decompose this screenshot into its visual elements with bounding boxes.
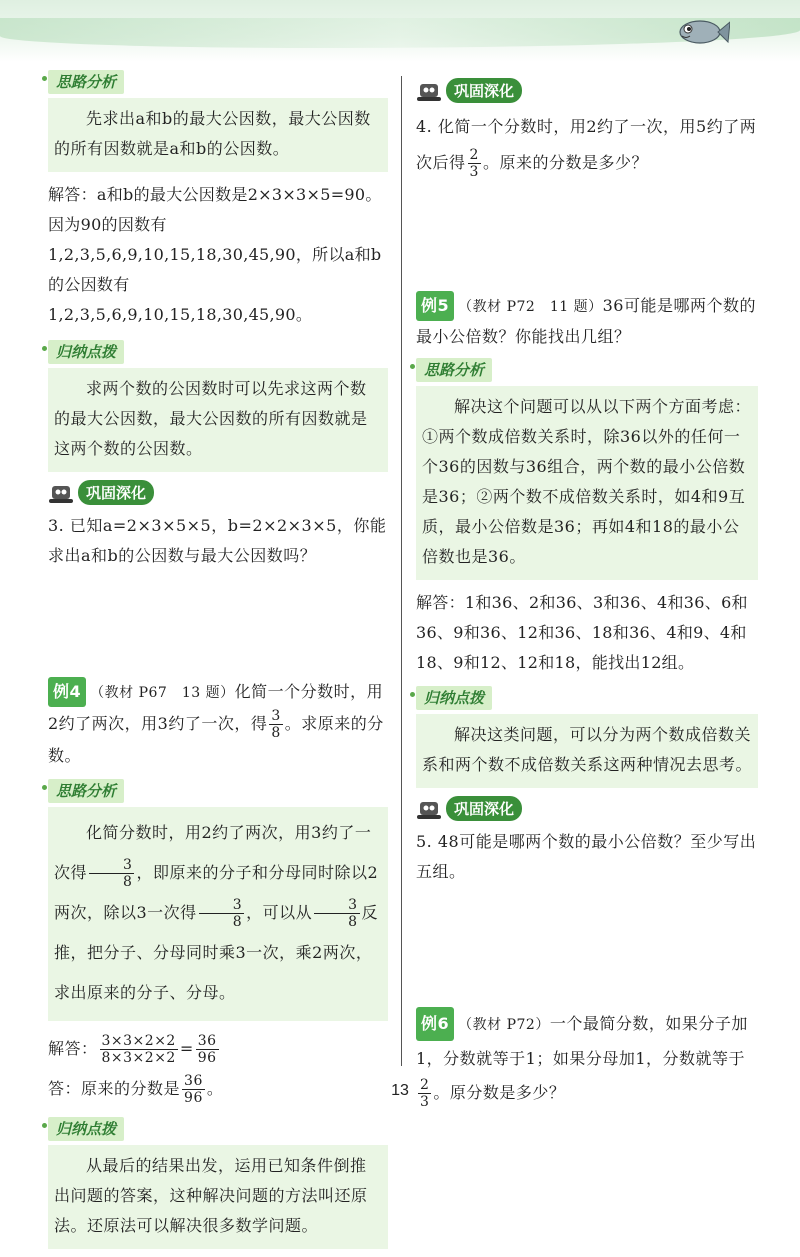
solution-5: 解答：1和36、2和36、3和36、4和36、6和36、9和36、12和36、18和36、4和9、4和18、9和12、12和18，能找出12组。 <box>416 593 748 672</box>
fraction-calc: $\frac{3\times 3\times 2\times 2}{8\times 3\times 2\times 2}$ <box>101 1033 176 1066</box>
fish-icon <box>674 14 730 48</box>
guina-text-5: 解决这类问题，可以分为两个数成倍数关系和两个数不成倍数关系这两种情况去思考。 <box>422 725 753 774</box>
silu-box-5 <box>416 386 758 580</box>
example-4 <box>48 677 388 771</box>
guina-box-5 <box>416 714 758 788</box>
jieda-label: 解答： <box>48 185 97 204</box>
silu-box-1 <box>48 98 388 172</box>
fraction-3-8-c: $\frac{3}{8}$ <box>199 897 244 930</box>
example-6: 例6 （教材 P72）一个最简分数，如果分子加1，分数就等于1；如果分母加1，分数就等于 $\frac{2}{3}$ 。原分数是多少？ <box>416 1007 758 1110</box>
gonggu-tag-2: 巩固深化 <box>446 78 522 103</box>
fraction-3-8: $\frac{3}{8}$ <box>271 708 281 741</box>
example-4-text-a: 化简一个分数时，用2约了两次，用3约了一次，得 <box>48 682 384 733</box>
fraction-36-96-b: $\frac{36}{96}$ <box>184 1073 203 1106</box>
guina-box-1 <box>48 368 388 472</box>
silu-tag-5: 思路分析 <box>416 358 492 382</box>
left-column <box>48 70 388 1257</box>
header-band <box>0 0 800 62</box>
fraction-36-96: $\frac{36}{96}$ <box>197 1033 217 1066</box>
silu-text-5: 解决这个问题可以从以下两个方面考虑：①两个数成倍数关系时，除36以外的任何一个36的因数与36组合，两个数的最小公倍数是36；②两个数不成倍数关系时，如4和9互质，最小公倍数是36；再如4和18的最小公倍数也是36。 <box>422 397 752 566</box>
right-column <box>416 70 758 1110</box>
page-number: 13 <box>391 1082 409 1099</box>
guina-tag-5: 归纳点拨 <box>416 686 492 710</box>
question-4: 4. 化简一个分数时，用2约了一次，用5约了两次后得 $\frac{2}{3}$ 。原来的分数是多少？ <box>416 117 757 180</box>
fraction-3-8-d: $\frac{3}{8}$ <box>314 897 359 930</box>
column-divider <box>401 76 402 1066</box>
solution-1-text: a和b的最大公因数是2×3×3×5=90。因为90的因数有1,2,3,5,6,9,10,15,18,30,45,90，所以a和b的公因数有1,2,3,5,6,9,10,15,18,30,45,90。 <box>48 185 382 324</box>
answer-space-5 <box>416 887 758 1007</box>
guina-text-1: 求两个数的公因数时可以先求这两个数的最大公因数，最大公因数的所有因数就是这两个数的公因数。 <box>54 379 368 458</box>
example-5-text: 36可能是哪两个数的最小公倍数？你能找出几组？ <box>416 296 756 346</box>
guina-tag: 归纳点拨 <box>48 340 124 364</box>
gonggu-header-1 <box>48 480 388 505</box>
gonggu-header-3 <box>416 796 758 821</box>
guina-box-4 <box>48 1145 388 1249</box>
robot-icon <box>416 798 442 820</box>
answer-space-4 <box>416 181 758 291</box>
gonggu-tag: 巩固深化 <box>78 480 154 505</box>
silu-tag: 思路分析 <box>48 70 124 94</box>
silu-tag-4: 思路分析 <box>48 779 124 803</box>
gonggu-tag-3: 巩固深化 <box>446 796 522 821</box>
example-4-source: （教材 P67 13 题） <box>90 685 235 701</box>
fraction-3-8-b: $\frac{3}{8}$ <box>89 857 134 890</box>
guina-tag-4: 归纳点拨 <box>48 1117 124 1141</box>
silu-text-4: 化简分数时，用2约了两次，用3约了一次得 $\frac{3}{8}$ ，即原来的分子和分母同时除以2两次，除以3一次得 $\frac{3}{8}$ ，可以从 $\frac{3}{8}$ 反推，把分子、分母同时乘3一次，乘2两次，求出原来的分子、分母。 <box>54 823 379 1002</box>
gonggu-header-2 <box>416 78 758 103</box>
solution-1 <box>48 180 388 330</box>
example-5-tag: 例5 <box>416 291 454 321</box>
guina-text-4: 从最后的结果出发，运用已知条件倒推出问题的答案，这种解决问题的方法叫还原法。还原法可以解决很多数学问题。 <box>54 1156 368 1235</box>
robot-icon <box>48 482 74 504</box>
answer-4: 答：原来的分数是 $\frac{36}{96}$ 。 <box>48 1073 224 1106</box>
example-5-source: （教材 P72 11 题） <box>458 299 603 315</box>
fraction-2-3-b: $\frac{2}{3}$ <box>420 1077 430 1110</box>
robot-icon <box>416 80 442 102</box>
question-3: 3. 已知a=2×3×5×5，b=2×2×3×5，你能求出a和b的公因数与最大公因数吗？ <box>48 516 387 565</box>
fraction-2-3: $\frac{2}{3}$ <box>469 147 479 180</box>
solution-4: 解答： $\frac{3\times 3\times 2\times 2}{8\times 3\times 2\times 2}$ = $\frac{36}{96}$ <box>48 1033 217 1066</box>
example-6-tag: 例6 <box>416 1007 454 1041</box>
example-4-text-b: 。求原来的分数。 <box>48 714 384 765</box>
example-5 <box>416 291 758 352</box>
example-4-tag: 例4 <box>48 677 86 707</box>
silu-box-4 <box>48 807 388 1021</box>
example-6-source: （教材 P72） <box>458 1017 550 1033</box>
answer-space-3 <box>48 571 388 677</box>
silu-text-1: 先求出a和b的最大公因数，最大公因数的所有因数就是a和b的公因数。 <box>54 109 371 158</box>
question-5: 5. 48可能是哪两个数的最小公倍数？至少写出五组。 <box>416 832 757 881</box>
